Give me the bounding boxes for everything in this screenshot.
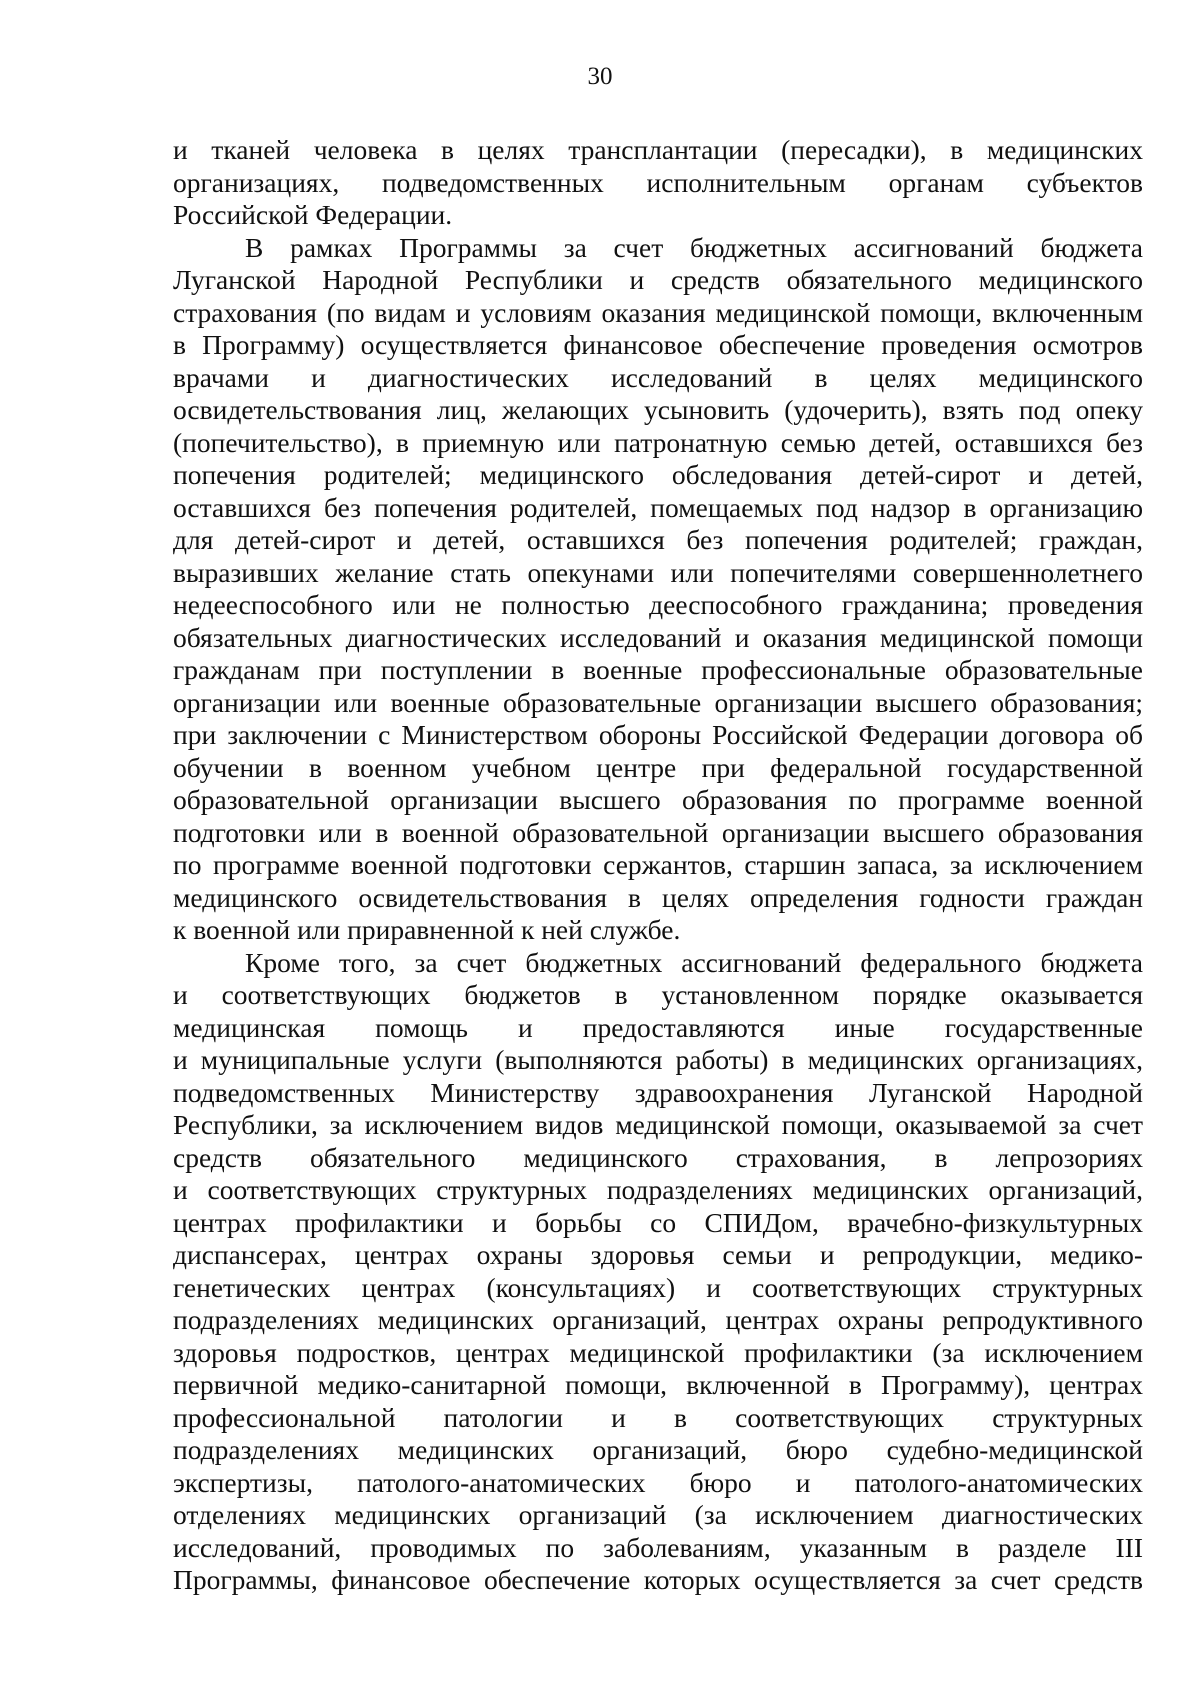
text-line: освидетельствования лиц, желающих усыновить (удочерить), взять под опеку <box>173 394 1143 425</box>
text-line: по программе военной подготовки сержантов, старшин запаса, за исключением <box>173 849 1143 880</box>
text-line: обучении в военном учебном центре при федеральной государственной <box>173 751 1143 783</box>
text-line: Луганской Народной Республики и средств обязательного медицинского <box>173 264 1143 295</box>
page-number: 30 <box>587 63 613 90</box>
text-line: (попечительство), в приемную или патронатную семью детей, оставшихся без <box>173 426 1143 458</box>
text-line: гражданам при поступлении в военные профессиональные образовательные <box>173 654 1143 685</box>
text-line: Кроме того, за счет бюджетных ассигнований федерального бюджета <box>245 946 1143 978</box>
text-line: Республики, за исключением видов медицинской помощи, оказываемой за счет <box>173 1109 1143 1140</box>
text-line: и соответствующих бюджетов в установленном порядке оказывается <box>173 979 1143 1010</box>
text-line: организациях, подведомственных исполнительным органам субъектов <box>173 166 1143 198</box>
text-line: профессиональной патологии и в соответствующих структурных <box>173 1401 1143 1433</box>
text-line: оставшихся без попечения родителей, помещаемых под надзор в организацию <box>173 491 1143 523</box>
text-line: и соответствующих структурных подразделениях медицинских организаций, <box>173 1174 1143 1205</box>
text-line: и муниципальные услуги (выполняются работы) в медицинских организациях, <box>173 1044 1143 1075</box>
text-line: диспансерах, центрах охраны здоровья семьи и репродукции, медико- <box>173 1239 1143 1270</box>
text-line: средств обязательного медицинского страхования, в лепрозориях <box>173 1141 1143 1173</box>
text-line: обязательных диагностических исследований и оказания медицинской помощи <box>173 621 1143 653</box>
text-line: подготовки или в военной образовательной организации высшего образования <box>173 816 1143 848</box>
body-text <box>173 134 1143 1597</box>
text-line: подразделениях медицинских организаций, бюро судебно-медицинской <box>173 1434 1143 1465</box>
text-line: страхования (по видам и условиям оказания медицинской помощи, включенным <box>173 296 1143 328</box>
text-line: для детей-сирот и детей, оставшихся без попечения родителей; граждан, <box>173 524 1143 555</box>
text-line: попечения родителей; медицинского обследования детей-сирот и детей, <box>173 459 1143 490</box>
text-line: медицинского освидетельствования в целях определения годности граждан <box>173 881 1143 913</box>
paragraph <box>173 232 1143 947</box>
text-line: недееспособного или не полностью дееспособного гражданина; проведения <box>173 589 1143 620</box>
text-line: отделениях медицинских организаций (за исключением диагностических <box>173 1499 1143 1530</box>
text-line: центрах профилактики и борьбы со СПИДом, врачебно-физкультурных <box>173 1206 1143 1238</box>
text-line: врачами и диагностических исследований в целях медицинского <box>173 361 1143 393</box>
text-line: организации или военные образовательные организации высшего образования; <box>173 686 1143 718</box>
paragraph <box>173 947 1143 1597</box>
text-line: экспертизы, патолого-анатомических бюро и патолого-анатомических <box>173 1466 1143 1498</box>
text-line: генетических центрах (консультациях) и соответствующих структурных <box>173 1271 1143 1303</box>
text-line: исследований, проводимых по заболеваниям, указанным в разделе III <box>173 1531 1143 1563</box>
text-line: подведомственных Министерству здравоохранения Луганской Народной <box>173 1076 1143 1108</box>
text-line: в Программу) осуществляется финансовое обеспечение проведения осмотров <box>173 329 1143 360</box>
text-line: В рамках Программы за счет бюджетных ассигнований бюджета <box>245 231 1143 263</box>
text-line: образовательной организации высшего образования по программе военной <box>173 784 1143 815</box>
text-line: Российской Федерации. <box>173 199 453 230</box>
text-line: к военной или приравненной к ней службе. <box>173 914 681 945</box>
text-line: подразделениях медицинских организаций, центрах охраны репродуктивного <box>173 1304 1143 1335</box>
text-line: и тканей человека в целях трансплантации (пересадки), в медицинских <box>173 134 1143 165</box>
text-line: медицинская помощь и предоставляются иные государственные <box>173 1011 1143 1043</box>
paragraph <box>173 134 1143 232</box>
text-line: при заключении с Министерством обороны Российской Федерации договора об <box>173 719 1143 750</box>
text-line: Программы, финансовое обеспечение которых осуществляется за счет средств <box>173 1564 1143 1595</box>
text-line: здоровья подростков, центрах медицинской профилактики (за исключением <box>173 1336 1143 1368</box>
text-line: выразивших желание стать опекунами или попечителями совершеннолетнего <box>173 556 1143 588</box>
text-line: первичной медико-санитарной помощи, включенной в Программу), центрах <box>173 1369 1143 1400</box>
